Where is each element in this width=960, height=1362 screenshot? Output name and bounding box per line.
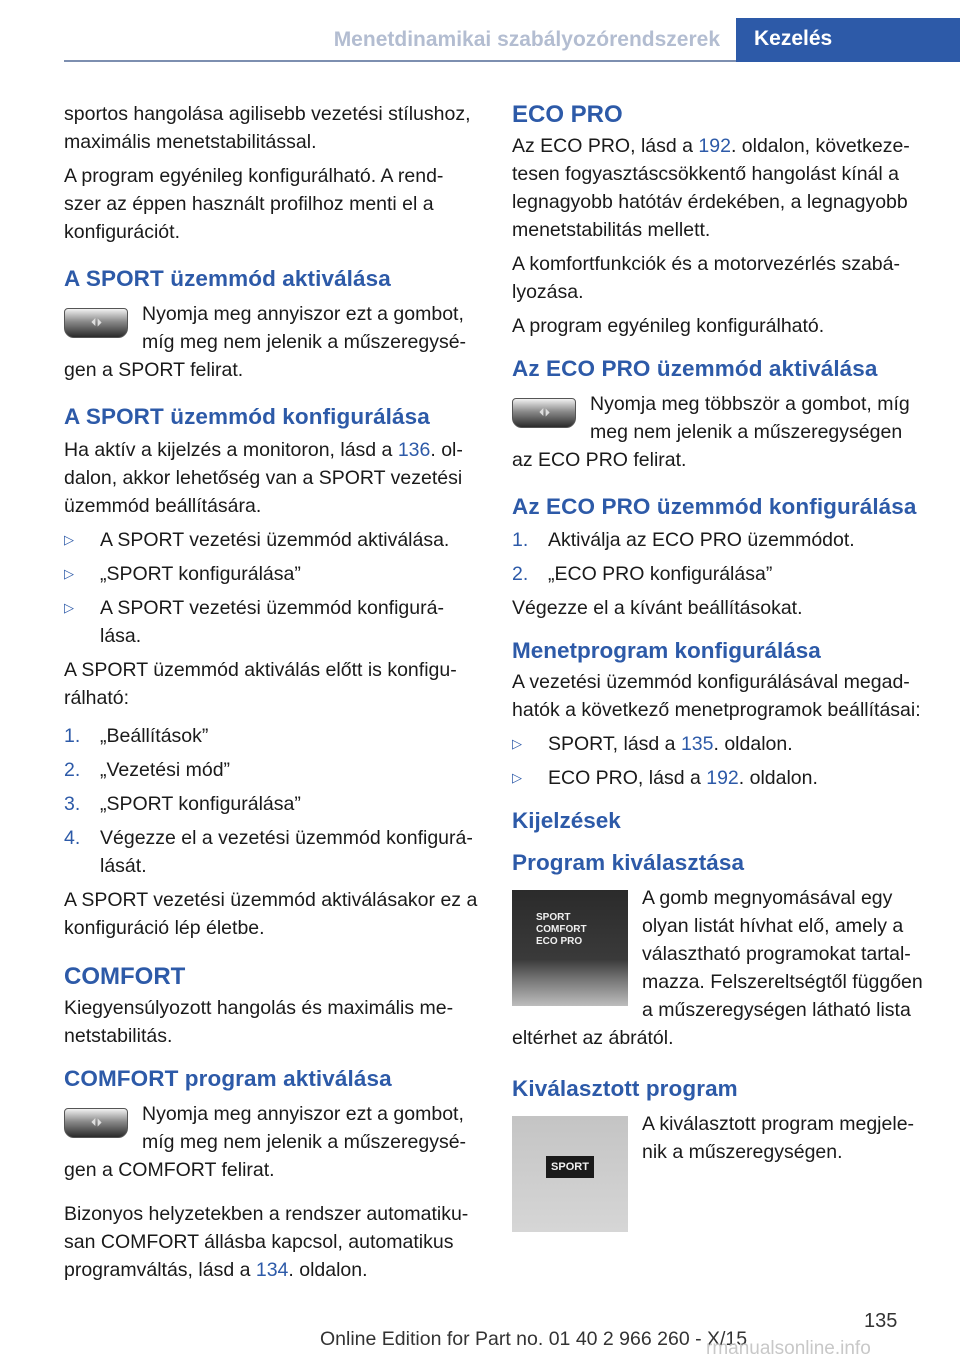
list-item-text: Aktiválja az ECO PRO üzemmódot. [548,529,855,551]
numbered-list [64,722,480,880]
page-link-192[interactable]: 192 [698,135,731,157]
heading-program-config: Menetprogram konfigurálása [512,638,821,663]
paragraph: A komfortfunkciók és a motorvezérlés szabá-lyozása. [512,253,900,303]
bullet-list [512,730,930,792]
heading-eco-pro: ECO PRO [512,101,623,128]
program-list [536,912,587,948]
list-item [512,560,930,588]
step-number: 2. [64,759,81,781]
list-item [512,730,930,758]
footer-edition: Online Edition for Part no. 01 40 2 966 260 - X/15 [320,1328,748,1350]
triangle-bullet-icon: ▷ [64,566,74,581]
drive-mode-button-icon: ⏴⏵ [64,1108,128,1138]
paragraph-text-continued: eltérhet az ábrától. [512,1027,674,1049]
paragraph [64,436,480,520]
page-link-136[interactable]: 136 [397,439,431,461]
program-option: SPORT [536,912,571,923]
paragraph: A SPORT üzemmód aktiválás előtt is konfigu-rálható: [64,659,457,709]
drive-mode-button-icon: ⏴⏵ [64,308,128,338]
paragraph-text: Nyomja meg annyiszor ezt a gombot, míg meg nem jelenik a műszeregysé- [142,303,467,353]
text: SPORT, lásd a [548,733,681,755]
paragraph-text: A kiválasztott program megjele-nik a műszeregységen. [642,1113,915,1163]
page-number: 135 [864,1310,898,1332]
heading-comfort-activation: COMFORT program aktiválása [64,1066,392,1091]
program-option: COMFORT [536,924,587,935]
paragraph: A SPORT vezetési üzemmód aktiválásakor ez a konfiguráció lép életbe. [64,889,478,939]
paragraph [64,1200,480,1284]
list-item-text: „Vezetési mód” [100,759,231,781]
paragraph [512,132,930,244]
eco-activation-paragraph [512,390,930,474]
step-number: 2. [512,563,529,585]
list-item [64,526,480,554]
list-item-text: „SPORT konfigurálása” [100,563,301,585]
list-item [64,722,480,750]
step-number: 3. [64,793,81,815]
text: Az ECO PRO, lásd a [512,135,699,157]
text: Ha aktív a kijelzés a monitoron, lásd a [64,439,398,461]
list-item [512,526,930,554]
triangle-bullet-icon: ▷ [512,770,522,785]
step-number: 1. [512,529,529,551]
heading-eco-config: Az ECO PRO üzemmód konfigurálása [512,494,917,519]
paragraph: A program egyénileg konfigurálható. [512,315,825,337]
program-selection-paragraph [512,884,930,1052]
list-item [64,790,480,818]
list-item-text: Végezze el a vezetési üzemmód konfigurá-lását. [100,827,473,877]
selected-program-paragraph [512,1110,930,1240]
program-option: ECO PRO [536,936,583,947]
paragraph-text: A gomb megnyomásával egy olyan listát hívhat elő, amely a választható programokat tartal-mazza. Felszereltségtől függően a műszeregységen látható lista [642,887,923,1021]
list-item [64,756,480,784]
list-item-text: „Beállítások” [100,725,209,747]
paragraph: Kiegyensúlyozott hangolás és maximális me-netstabilitás. [64,997,454,1047]
footer-watermark: rmanualsonline.info [706,1338,871,1359]
paragraph: A program egyénileg konfigurálható. A rend-szer az éppen használt profilhoz menti el a konfigurációt. [64,165,444,243]
triangle-bullet-icon: ▷ [64,532,74,547]
header-chapter-tab: Kezelés [736,18,960,62]
heading-sport-config: A SPORT üzemmód konfigurálása [64,404,430,429]
sport-badge: SPORT [546,1156,594,1178]
list-item-text: „SPORT konfigurálása” [100,793,301,815]
paragraph-text-continued: az ECO PRO felirat. [512,449,687,471]
triangle-bullet-icon: ▷ [64,600,74,615]
heading-eco-activation: Az ECO PRO üzemmód aktiválása [512,356,878,381]
text: . oldalon, következe-tesen fogyasztáscsökkentő hangolást kínál a legnagyobb hatótáv érdekében, a legnagyobb menetstabilitás mellett. [512,135,910,241]
sport-activation-paragraph [64,300,480,384]
page-link-134[interactable]: 134 [255,1259,289,1281]
step-number: 4. [64,827,81,849]
list-item [64,824,480,880]
paragraph-text-continued: gen a SPORT felirat. [64,359,244,381]
page-link-135[interactable]: 135 [680,733,714,755]
numbered-list [512,526,930,588]
header-rule [64,60,736,62]
right-column [512,100,930,1250]
drive-mode-button-icon: ⏴⏵ [512,398,576,428]
heading-program-selection: Program kiválasztása [512,850,745,875]
heading-sport-activation: A SPORT üzemmód aktiválása [64,266,391,291]
paragraph-text-continued: gen a COMFORT felirat. [64,1159,275,1181]
selected-program-display-image [512,1116,628,1232]
list-item-text: A SPORT vezetési üzemmód konfigurá-lása. [100,597,444,647]
paragraph: A vezetési üzemmód konfigurálásával megad-hatók a következő menetprogramok beállításai: [512,671,921,721]
paragraph: Végezze el a kívánt beállításokat. [512,597,803,619]
header-section-title: Menetdinamikai szabályozórendszerek [333,28,720,51]
text: . oldalon. [713,733,793,755]
text: . oldalon. [738,767,818,789]
heading-displays: Kijelzések [512,808,621,833]
list-item [64,594,480,650]
text: . ol-dalon, akkor lehetőség van a SPORT vezetési üzemmód beállítására. [64,439,463,517]
comfort-activation-paragraph [64,1100,480,1184]
bullet-list [64,526,480,650]
paragraph-text: Nyomja meg annyiszor ezt a gombot, míg meg nem jelenik a műszeregysé- [142,1103,467,1153]
text: ECO PRO, lásd a [548,767,707,789]
text: Bizonyos helyzetekben a rendszer automatiku-san COMFORT állásba kapcsol, automatikus programváltás, lásd a [64,1203,469,1281]
heading-selected-program: Kiválasztott program [512,1076,738,1101]
list-item [512,764,930,792]
step-number: 1. [64,725,81,747]
triangle-bullet-icon: ▷ [512,736,522,751]
text: . oldalon. [288,1259,368,1281]
list-item [64,560,480,588]
paragraph-text: Nyomja meg többször a gombot, míg meg nem jelenik a műszeregységen [590,393,910,443]
heading-comfort: COMFORT [64,963,186,990]
list-item-text: „ECO PRO konfigurálása” [548,563,773,585]
program-list-display-image [512,890,628,1006]
list-item-text: A SPORT vezetési üzemmód aktiválása. [100,529,450,551]
left-column [64,100,480,1290]
paragraph: sportos hangolása agilisebb vezetési stílushoz, maximális menetstabilitással. [64,103,471,153]
page-header [0,0,960,62]
page-link-192[interactable]: 192 [706,767,739,789]
